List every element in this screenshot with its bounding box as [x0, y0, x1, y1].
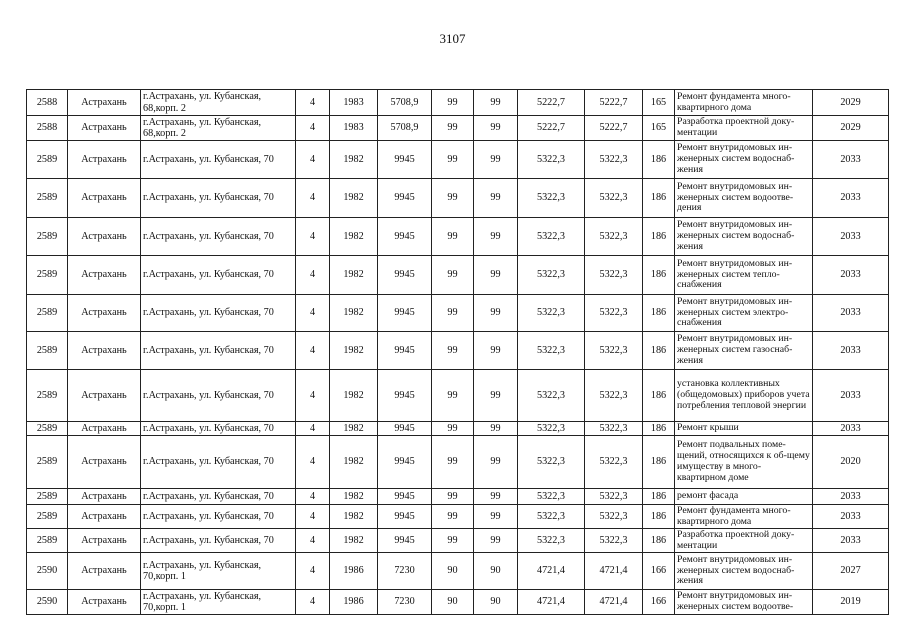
- cell-city: Астрахань: [68, 436, 141, 489]
- cell-floors: 4: [296, 590, 330, 615]
- table-row: [27, 529, 889, 553]
- cell-wear-1: 99: [432, 90, 474, 116]
- cell-plan-year: 2033: [813, 179, 889, 218]
- cell-floors: 4: [296, 218, 330, 256]
- cell-work-type: Ремонт крыши: [675, 422, 813, 436]
- cell-area-2: 5322,3: [585, 370, 643, 422]
- cell-work-type: Ремонт внутридомовых ин-женерных систем тепло-снабжения: [675, 256, 813, 295]
- cell-id: 2589: [27, 295, 68, 332]
- cell-address: г.Астрахань, ул. Кубанская, 70,корп. 1: [141, 553, 296, 590]
- cell-area-2: 4721,4: [585, 553, 643, 590]
- cell-address: г.Астрахань, ул. Кубанская, 70: [141, 179, 296, 218]
- cell-area-2: 5322,3: [585, 256, 643, 295]
- cell-year: 1983: [330, 116, 378, 141]
- cell-floors: 4: [296, 256, 330, 295]
- cell-area-2: 5322,3: [585, 529, 643, 553]
- cell-area-1: 5322,3: [518, 179, 585, 218]
- cell-wear-2: 90: [474, 590, 518, 615]
- cell-plan-year: 2033: [813, 256, 889, 295]
- table-row: [27, 436, 889, 489]
- cell-wear-1: 99: [432, 218, 474, 256]
- cell-area: 9945: [378, 489, 432, 505]
- cell-year: 1982: [330, 489, 378, 505]
- cell-work-type: Ремонт внутридомовых ин-женерных систем водоотве-дения: [675, 179, 813, 218]
- cell-area-1: 5222,7: [518, 90, 585, 116]
- cell-wear-1: 99: [432, 179, 474, 218]
- cell-city: Астрахань: [68, 422, 141, 436]
- cell-wear-2: 99: [474, 489, 518, 505]
- cell-area-1: 5322,3: [518, 436, 585, 489]
- cell-wear-2: 99: [474, 295, 518, 332]
- cell-area: 7230: [378, 553, 432, 590]
- cell-id: 2589: [27, 141, 68, 179]
- table-row: [27, 116, 889, 141]
- cell-area: 9945: [378, 218, 432, 256]
- cell-area-2: 5322,3: [585, 436, 643, 489]
- cell-year: 1982: [330, 505, 378, 529]
- cell-plan-year: 2029: [813, 116, 889, 141]
- cell-wear-1: 99: [432, 436, 474, 489]
- cell-plan-year: 2033: [813, 295, 889, 332]
- cell-year: 1982: [330, 295, 378, 332]
- cell-wear-1: 99: [432, 422, 474, 436]
- cell-wear-1: 90: [432, 590, 474, 615]
- cell-plan-year: 2033: [813, 370, 889, 422]
- cell-wear-2: 99: [474, 179, 518, 218]
- cell-area-1: 5322,3: [518, 489, 585, 505]
- cell-address: г.Астрахань, ул. Кубанская, 70: [141, 436, 296, 489]
- cell-year: 1982: [330, 141, 378, 179]
- cell-id: 2589: [27, 179, 68, 218]
- cell-wear-2: 99: [474, 436, 518, 489]
- cell-year: 1982: [330, 179, 378, 218]
- cell-residents: 186: [643, 370, 675, 422]
- cell-address: г.Астрахань, ул. Кубанская, 70: [141, 370, 296, 422]
- cell-area-1: 5322,3: [518, 141, 585, 179]
- cell-year: 1986: [330, 553, 378, 590]
- cell-area: 7230: [378, 590, 432, 615]
- cell-plan-year: 2033: [813, 529, 889, 553]
- cell-plan-year: 2033: [813, 141, 889, 179]
- cell-floors: 4: [296, 422, 330, 436]
- cell-residents: 186: [643, 141, 675, 179]
- cell-area-2: 4721,4: [585, 590, 643, 615]
- cell-address: г.Астрахань, ул. Кубанская, 70: [141, 489, 296, 505]
- cell-id: 2589: [27, 422, 68, 436]
- cell-residents: 166: [643, 553, 675, 590]
- cell-plan-year: 2033: [813, 422, 889, 436]
- cell-area-1: 5322,3: [518, 505, 585, 529]
- cell-address: г.Астрахань, ул. Кубанская, 70: [141, 295, 296, 332]
- table-row: [27, 489, 889, 505]
- cell-work-type: Ремонт внутридомовых ин-женерных систем водоснаб-жения: [675, 553, 813, 590]
- cell-work-type: Ремонт внутридомовых ин-женерных систем водоотве-: [675, 590, 813, 615]
- cell-wear-1: 99: [432, 332, 474, 370]
- cell-residents: 165: [643, 90, 675, 116]
- cell-wear-2: 99: [474, 218, 518, 256]
- cell-area-1: 5322,3: [518, 332, 585, 370]
- cell-plan-year: 2027: [813, 553, 889, 590]
- cell-area-1: 4721,4: [518, 553, 585, 590]
- cell-id: 2589: [27, 489, 68, 505]
- cell-residents: 186: [643, 422, 675, 436]
- cell-area-1: 5222,7: [518, 116, 585, 141]
- cell-floors: 4: [296, 489, 330, 505]
- cell-area: 9945: [378, 370, 432, 422]
- cell-plan-year: 2029: [813, 90, 889, 116]
- cell-area-2: 5222,7: [585, 116, 643, 141]
- cell-area-1: 5322,3: [518, 370, 585, 422]
- cell-area-2: 5322,3: [585, 179, 643, 218]
- cell-city: Астрахань: [68, 553, 141, 590]
- cell-area-2: 5322,3: [585, 489, 643, 505]
- cell-work-type: Разработка проектной доку-ментации: [675, 116, 813, 141]
- cell-city: Астрахань: [68, 590, 141, 615]
- cell-residents: 165: [643, 116, 675, 141]
- cell-work-type: Ремонт фундамента много-квартирного дома: [675, 90, 813, 116]
- cell-area: 5708,9: [378, 90, 432, 116]
- cell-wear-2: 99: [474, 370, 518, 422]
- cell-wear-1: 99: [432, 116, 474, 141]
- cell-plan-year: 2020: [813, 436, 889, 489]
- cell-id: 2589: [27, 218, 68, 256]
- cell-work-type: Ремонт внутридомовых ин-женерных систем водоснаб-жения: [675, 141, 813, 179]
- cell-residents: 186: [643, 489, 675, 505]
- cell-wear-2: 99: [474, 529, 518, 553]
- table-row: [27, 553, 889, 590]
- cell-address: г.Астрахань, ул. Кубанская, 70,корп. 1: [141, 590, 296, 615]
- cell-year: 1982: [330, 422, 378, 436]
- table-body: [27, 90, 889, 615]
- cell-id: 2589: [27, 370, 68, 422]
- cell-address: г.Астрахань, ул. Кубанская, 68,корп. 2: [141, 116, 296, 141]
- cell-wear-1: 90: [432, 553, 474, 590]
- cell-area-2: 5322,3: [585, 141, 643, 179]
- table-row: [27, 295, 889, 332]
- cell-address: г.Астрахань, ул. Кубанская, 68,корп. 2: [141, 90, 296, 116]
- cell-area: 5708,9: [378, 116, 432, 141]
- cell-work-type: Ремонт внутридомовых ин-женерных систем газоснаб-жения: [675, 332, 813, 370]
- cell-residents: 186: [643, 529, 675, 553]
- cell-year: 1982: [330, 436, 378, 489]
- cell-area-1: 5322,3: [518, 295, 585, 332]
- housing-repair-table: [26, 89, 889, 615]
- cell-area-2: 5322,3: [585, 332, 643, 370]
- cell-year: 1982: [330, 529, 378, 553]
- cell-area: 9945: [378, 529, 432, 553]
- cell-area: 9945: [378, 141, 432, 179]
- cell-residents: 186: [643, 295, 675, 332]
- cell-floors: 4: [296, 529, 330, 553]
- cell-address: г.Астрахань, ул. Кубанская, 70: [141, 422, 296, 436]
- cell-address: г.Астрахань, ул. Кубанская, 70: [141, 505, 296, 529]
- cell-plan-year: 2033: [813, 218, 889, 256]
- cell-area: 9945: [378, 422, 432, 436]
- table-row: [27, 370, 889, 422]
- cell-work-type: Ремонт фундамента много-квартирного дома: [675, 505, 813, 529]
- cell-floors: 4: [296, 295, 330, 332]
- cell-wear-1: 99: [432, 505, 474, 529]
- table-row: [27, 332, 889, 370]
- cell-residents: 186: [643, 256, 675, 295]
- cell-wear-2: 99: [474, 90, 518, 116]
- cell-floors: 4: [296, 141, 330, 179]
- cell-plan-year: 2019: [813, 590, 889, 615]
- cell-floors: 4: [296, 332, 330, 370]
- table-row: [27, 90, 889, 116]
- cell-id: 2588: [27, 116, 68, 141]
- cell-area-1: 4721,4: [518, 590, 585, 615]
- cell-wear-2: 90: [474, 553, 518, 590]
- cell-area-1: 5322,3: [518, 529, 585, 553]
- cell-area: 9945: [378, 505, 432, 529]
- cell-address: г.Астрахань, ул. Кубанская, 70: [141, 332, 296, 370]
- cell-city: Астрахань: [68, 116, 141, 141]
- cell-wear-1: 99: [432, 370, 474, 422]
- table-row: [27, 141, 889, 179]
- cell-wear-2: 99: [474, 141, 518, 179]
- cell-residents: 186: [643, 218, 675, 256]
- cell-id: 2589: [27, 436, 68, 489]
- cell-city: Астрахань: [68, 505, 141, 529]
- cell-wear-2: 99: [474, 256, 518, 295]
- cell-id: 2589: [27, 505, 68, 529]
- cell-wear-1: 99: [432, 295, 474, 332]
- table-row: [27, 422, 889, 436]
- cell-city: Астрахань: [68, 256, 141, 295]
- cell-city: Астрахань: [68, 90, 141, 116]
- table-row: [27, 218, 889, 256]
- cell-area-2: 5322,3: [585, 505, 643, 529]
- cell-year: 1982: [330, 218, 378, 256]
- cell-wear-2: 99: [474, 116, 518, 141]
- cell-year: 1982: [330, 256, 378, 295]
- cell-id: 2590: [27, 553, 68, 590]
- cell-wear-1: 99: [432, 489, 474, 505]
- cell-id: 2589: [27, 529, 68, 553]
- cell-area-2: 5322,3: [585, 422, 643, 436]
- cell-floors: 4: [296, 370, 330, 422]
- cell-wear-1: 99: [432, 141, 474, 179]
- cell-year: 1986: [330, 590, 378, 615]
- cell-area-2: 5322,3: [585, 295, 643, 332]
- cell-address: г.Астрахань, ул. Кубанская, 70: [141, 256, 296, 295]
- cell-residents: 186: [643, 332, 675, 370]
- table-row: [27, 590, 889, 615]
- cell-work-type: Разработка проектной доку-ментации: [675, 529, 813, 553]
- table-row: [27, 179, 889, 218]
- cell-area: 9945: [378, 332, 432, 370]
- cell-work-type: Ремонт внутридомовых ин-женерных систем водоснаб-жения: [675, 218, 813, 256]
- cell-residents: 186: [643, 505, 675, 529]
- cell-plan-year: 2033: [813, 505, 889, 529]
- cell-residents: 186: [643, 436, 675, 489]
- cell-address: г.Астрахань, ул. Кубанская, 70: [141, 529, 296, 553]
- cell-city: Астрахань: [68, 218, 141, 256]
- cell-area: 9945: [378, 179, 432, 218]
- cell-wear-1: 99: [432, 529, 474, 553]
- cell-floors: 4: [296, 116, 330, 141]
- page-number: 3107: [439, 31, 466, 46]
- cell-plan-year: 2033: [813, 489, 889, 505]
- cell-area: 9945: [378, 436, 432, 489]
- cell-floors: 4: [296, 436, 330, 489]
- cell-year: 1982: [330, 370, 378, 422]
- cell-area: 9945: [378, 256, 432, 295]
- cell-year: 1983: [330, 90, 378, 116]
- cell-city: Астрахань: [68, 370, 141, 422]
- cell-id: 2589: [27, 256, 68, 295]
- cell-residents: 166: [643, 590, 675, 615]
- cell-id: 2589: [27, 332, 68, 370]
- cell-area-1: 5322,3: [518, 256, 585, 295]
- cell-work-type: Ремонт подвальных поме-щений, относящихся к об-щему имуществу в много-квартирном доме: [675, 436, 813, 489]
- cell-id: 2588: [27, 90, 68, 116]
- table-row: [27, 505, 889, 529]
- cell-floors: 4: [296, 179, 330, 218]
- cell-year: 1982: [330, 332, 378, 370]
- cell-city: Астрахань: [68, 179, 141, 218]
- cell-area-2: 5222,7: [585, 90, 643, 116]
- cell-work-type: Ремонт внутридомовых ин-женерных систем электро-снабжения: [675, 295, 813, 332]
- cell-area-1: 5322,3: [518, 422, 585, 436]
- cell-id: 2590: [27, 590, 68, 615]
- cell-city: Астрахань: [68, 141, 141, 179]
- cell-work-type: установка коллективных (общедомовых) приборов учета потребления тепловой энергии: [675, 370, 813, 422]
- cell-city: Астрахань: [68, 529, 141, 553]
- cell-residents: 186: [643, 179, 675, 218]
- cell-work-type: ремонт фасада: [675, 489, 813, 505]
- cell-area: 9945: [378, 295, 432, 332]
- cell-plan-year: 2033: [813, 332, 889, 370]
- cell-city: Астрахань: [68, 489, 141, 505]
- cell-address: г.Астрахань, ул. Кубанская, 70: [141, 141, 296, 179]
- cell-floors: 4: [296, 553, 330, 590]
- cell-floors: 4: [296, 90, 330, 116]
- cell-wear-1: 99: [432, 256, 474, 295]
- cell-city: Астрахань: [68, 332, 141, 370]
- cell-floors: 4: [296, 505, 330, 529]
- cell-wear-2: 99: [474, 505, 518, 529]
- cell-city: Астрахань: [68, 295, 141, 332]
- cell-address: г.Астрахань, ул. Кубанская, 70: [141, 218, 296, 256]
- cell-area-2: 5322,3: [585, 218, 643, 256]
- table-row: [27, 256, 889, 295]
- cell-wear-2: 99: [474, 332, 518, 370]
- cell-area-1: 5322,3: [518, 218, 585, 256]
- cell-wear-2: 99: [474, 422, 518, 436]
